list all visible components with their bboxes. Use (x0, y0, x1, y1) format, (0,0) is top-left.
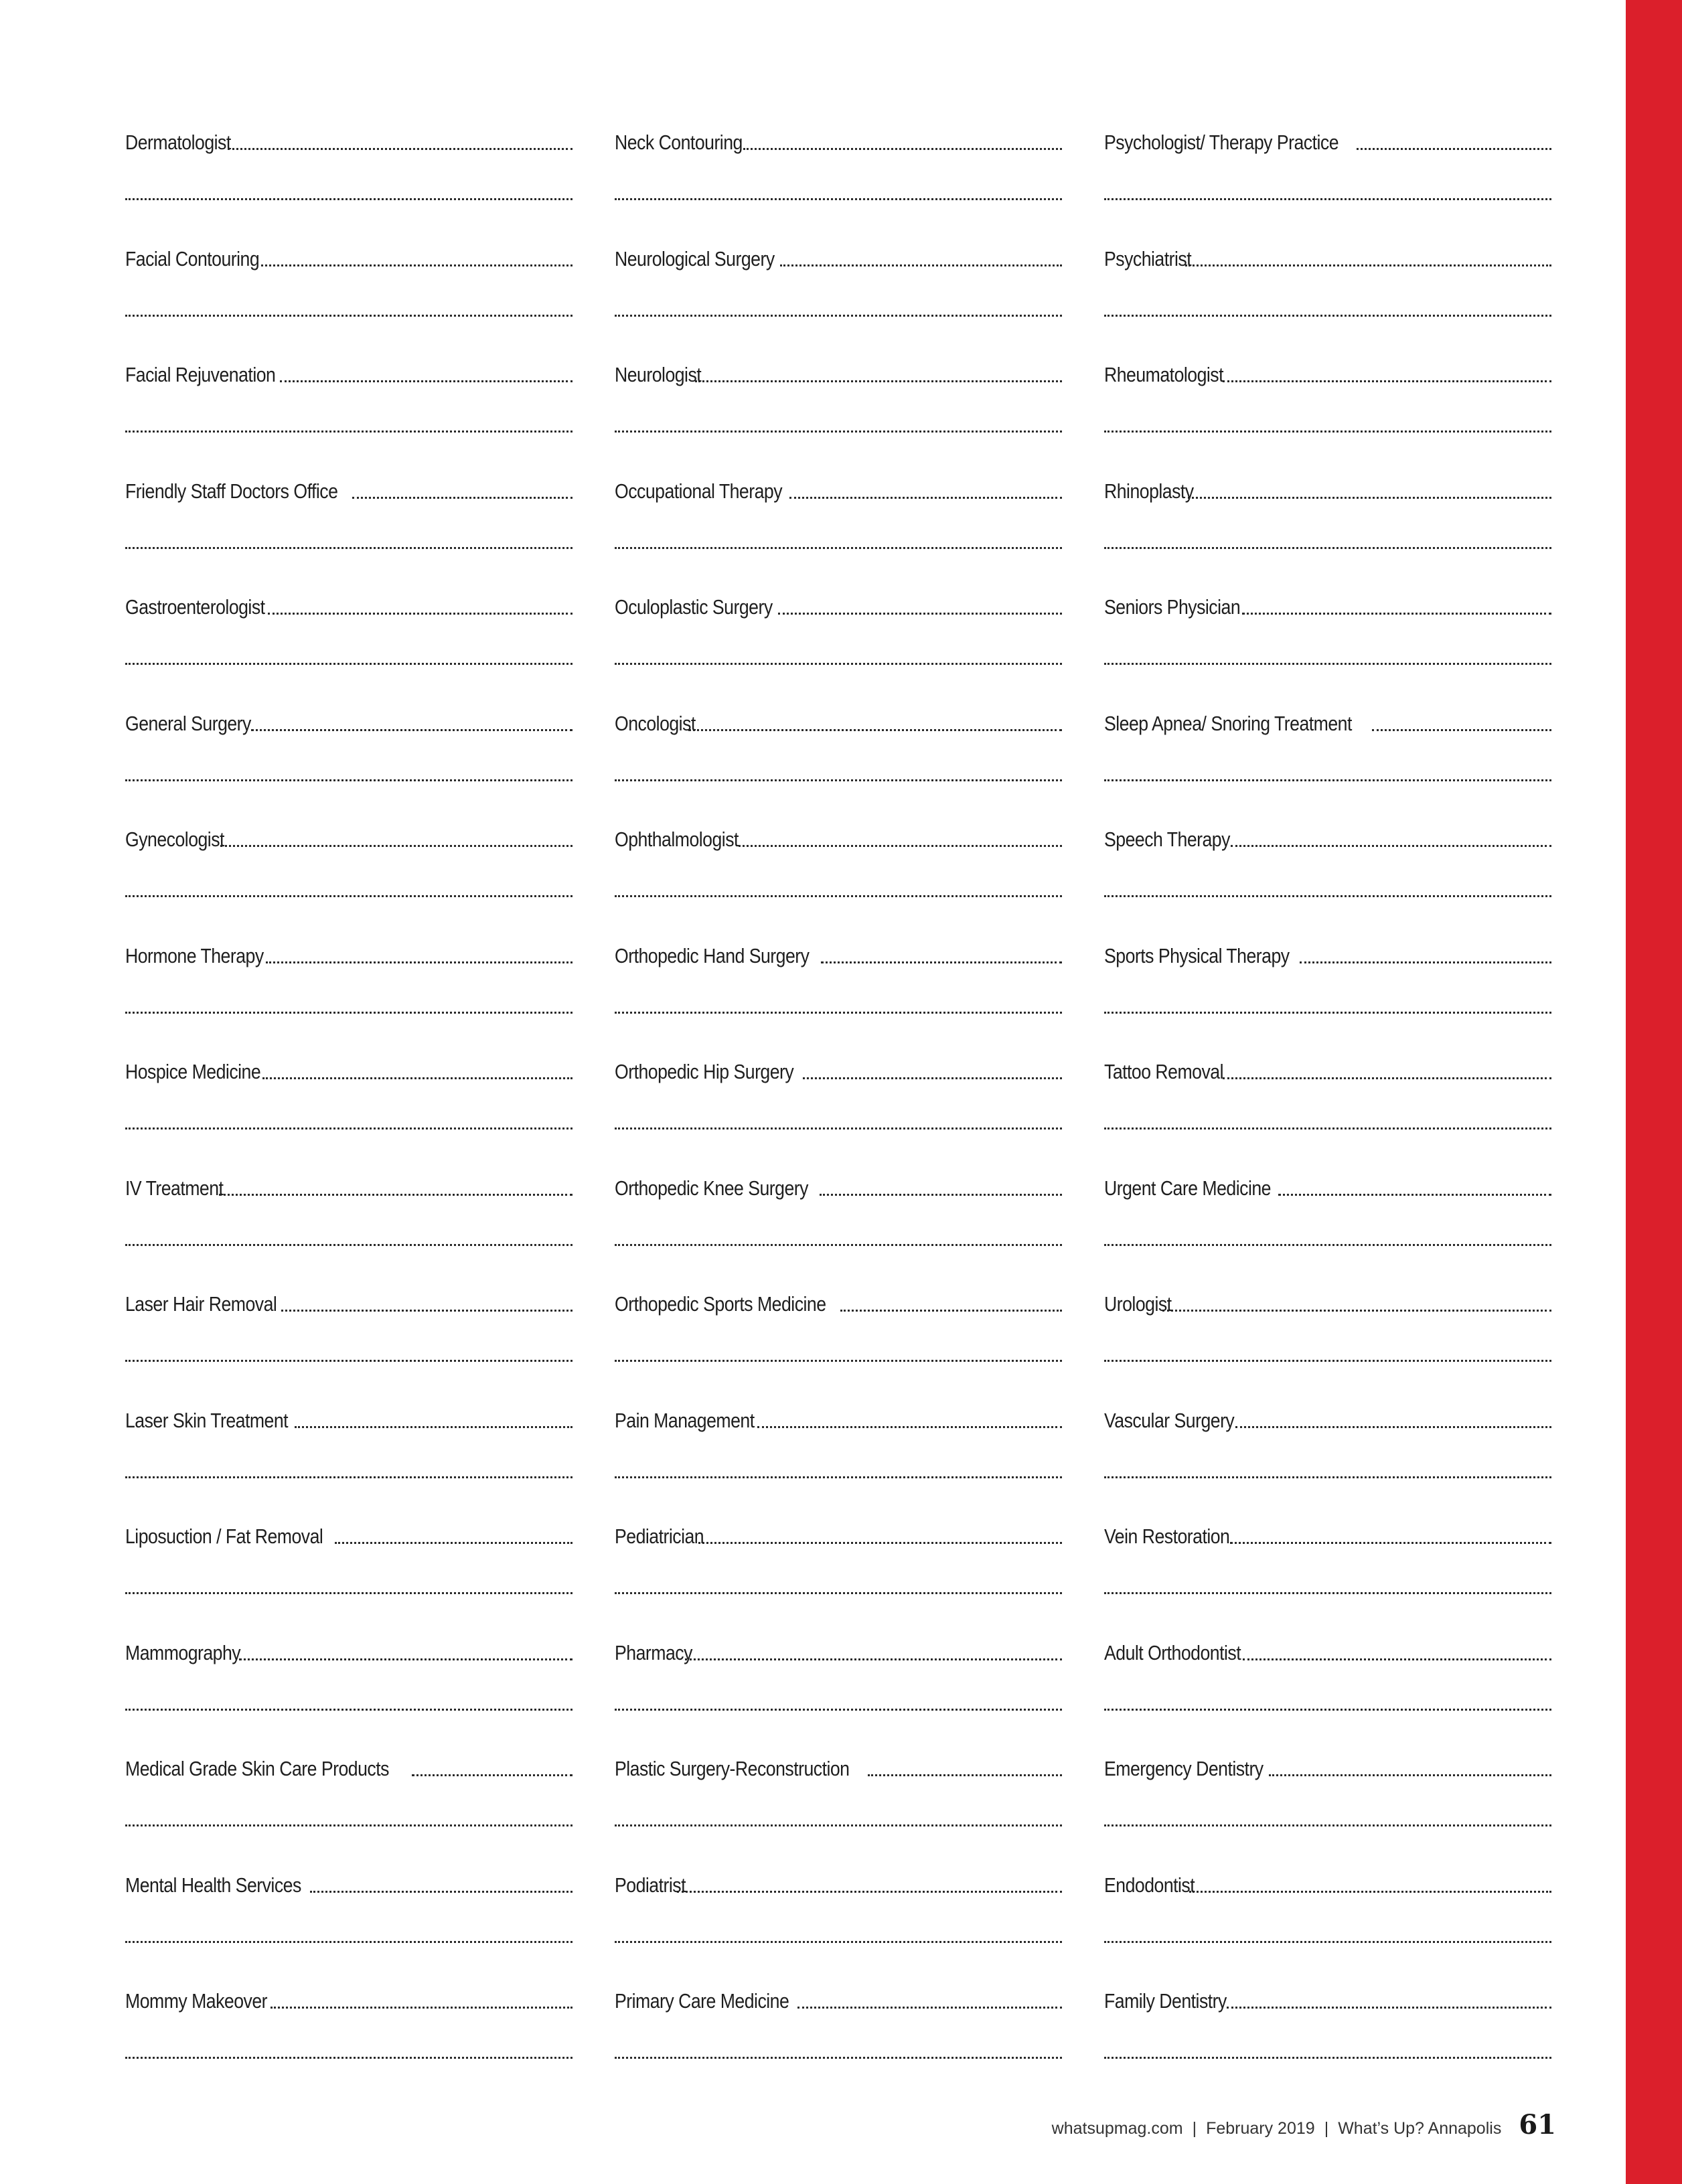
category-line (125, 1397, 572, 1431)
answer-line[interactable] (803, 1077, 1062, 1079)
footer-issue-date: February 2019 (1206, 2119, 1315, 2138)
category-line (125, 1048, 572, 1082)
answer-line[interactable] (271, 2007, 572, 2009)
category-line (1104, 468, 1551, 501)
category-line (615, 1630, 1062, 1663)
answer-line[interactable] (251, 729, 572, 731)
page-number: 61 (1519, 2109, 1556, 2140)
category-label: Facial Rejuvenation (125, 363, 276, 386)
answer-line[interactable] (868, 1774, 1062, 1776)
answer-line-second[interactable] (125, 1012, 572, 1014)
category-line (1104, 584, 1551, 617)
category-label: Rheumatologist (1104, 363, 1224, 386)
category-line (125, 700, 572, 734)
category-label: Psychiatrist (1104, 246, 1192, 270)
category-label: Pharmacy (615, 1640, 692, 1664)
category-line (615, 816, 1062, 850)
answer-line-second[interactable] (615, 1360, 1062, 1362)
answer-line-second[interactable] (125, 431, 572, 433)
category-label: Hormone Therapy (125, 943, 264, 967)
category-label: Friendly Staff Doctors Office (125, 479, 338, 503)
ballot-entry (1104, 352, 1551, 468)
ballot-entry (615, 468, 1062, 584)
ballot-entry (125, 468, 572, 584)
category-line (125, 933, 572, 966)
answer-line-second[interactable] (1104, 1941, 1551, 1943)
answer-line-second[interactable] (1104, 1127, 1551, 1129)
category-line (125, 352, 572, 385)
answer-line-second[interactable] (125, 1476, 572, 1478)
answer-line-second[interactable] (1104, 198, 1551, 200)
answer-line-second[interactable] (615, 779, 1062, 781)
footer-separator: | (1324, 2119, 1329, 2138)
ballot-entry (1104, 468, 1551, 584)
category-label: Rhinoplasty (1104, 479, 1194, 503)
answer-line[interactable] (1189, 1891, 1551, 1893)
answer-line[interactable] (1227, 2007, 1551, 2009)
category-line (615, 1165, 1062, 1198)
ballot-entry (125, 1048, 572, 1165)
answer-line-second[interactable] (125, 1360, 572, 1362)
category-label: Dermatologist (125, 131, 231, 154)
answer-line[interactable] (688, 729, 1062, 731)
category-label: Psychologist/ Therapy Practice (1104, 131, 1339, 154)
ballot-entry (615, 1513, 1062, 1630)
answer-line[interactable] (228, 148, 572, 150)
ballot-entry (125, 1513, 572, 1630)
ballot-entry (1104, 1978, 1551, 2094)
category-line (125, 1745, 572, 1779)
answer-line-second[interactable] (615, 2057, 1062, 2059)
answer-line-second[interactable] (125, 779, 572, 781)
category-label: Urgent Care Medicine (1104, 1176, 1271, 1200)
ballot-entry (615, 1165, 1062, 1281)
answer-line[interactable] (1242, 613, 1551, 615)
category-line (125, 1513, 572, 1547)
answer-line-second[interactable] (125, 663, 572, 665)
ballot-column-3 (1104, 119, 1551, 2094)
category-label: Laser Hair Removal (125, 1292, 277, 1316)
ballot-entry (125, 584, 572, 700)
ballot-entry (125, 236, 572, 352)
ballot-entry (1104, 816, 1551, 933)
answer-line[interactable] (677, 1891, 1062, 1893)
answer-line-second[interactable] (615, 1941, 1062, 1943)
category-line (615, 352, 1062, 385)
answer-line[interactable] (1185, 264, 1551, 266)
answer-line[interactable] (1372, 729, 1551, 731)
answer-line[interactable] (820, 1194, 1062, 1196)
answer-line[interactable] (1278, 1194, 1551, 1196)
category-label: Sports Physical Therapy (1104, 943, 1290, 967)
category-line (125, 1165, 572, 1198)
category-line (125, 468, 572, 501)
answer-line[interactable] (352, 497, 572, 499)
category-line (125, 1630, 572, 1663)
ballot-entry (615, 119, 1062, 236)
category-line (1104, 1165, 1551, 1198)
answer-line-second[interactable] (125, 547, 572, 549)
answer-line[interactable] (262, 1077, 572, 1079)
category-label: Ophthalmologist (615, 828, 739, 851)
ballot-entry (125, 1630, 572, 1746)
ballot-entry (1104, 700, 1551, 817)
answer-line-second[interactable] (1104, 1476, 1551, 1478)
answer-line-second[interactable] (1104, 2057, 1551, 2059)
ballot-entry (615, 1862, 1062, 1978)
category-line (615, 933, 1062, 966)
category-label: Mental Health Services (125, 1873, 301, 1897)
answer-line[interactable] (1235, 1426, 1551, 1428)
category-label: Primary Care Medicine (615, 1989, 789, 2013)
answer-line[interactable] (261, 264, 572, 266)
footer-website: whatsupmag.com (1051, 2119, 1183, 2138)
category-line (615, 236, 1062, 269)
ballot-entry (125, 1745, 572, 1862)
category-label: Podiatrist (615, 1873, 686, 1897)
answer-line-second[interactable] (615, 431, 1062, 433)
category-label: Orthopedic Knee Surgery (615, 1176, 808, 1200)
category-label: Neck Contouring (615, 131, 743, 154)
answer-line-second[interactable] (615, 1824, 1062, 1826)
ballot-entry (1104, 584, 1551, 700)
ballot-entry (1104, 119, 1551, 236)
ballot-entry (615, 584, 1062, 700)
answer-line-second[interactable] (615, 663, 1062, 665)
category-line (1104, 1978, 1551, 2011)
category-label: Vascular Surgery (1104, 1408, 1235, 1432)
answer-line[interactable] (281, 1310, 572, 1312)
category-label: Oncologist (615, 711, 696, 735)
ballot-entry (615, 1048, 1062, 1165)
answer-line[interactable] (1357, 148, 1551, 150)
category-label: Orthopedic Hip Surgery (615, 1060, 794, 1083)
answer-line[interactable] (743, 148, 1062, 150)
ballot-entry (125, 1978, 572, 2094)
ballot-entry (1104, 1630, 1551, 1746)
ballot-entry (125, 352, 572, 468)
category-line (1104, 1630, 1551, 1663)
ballot-entry (1104, 1048, 1551, 1165)
answer-line[interactable] (1230, 1542, 1551, 1544)
category-label: Speech Therapy (1104, 828, 1230, 851)
answer-line-second[interactable] (615, 895, 1062, 897)
category-label: Facial Contouring (125, 246, 260, 270)
ballot-entry (125, 119, 572, 236)
category-label: Urologist (1104, 1292, 1172, 1316)
category-line (1104, 1397, 1551, 1431)
answer-line-second[interactable] (615, 547, 1062, 549)
answer-line-second[interactable] (615, 1709, 1062, 1711)
ballot-entry (125, 1165, 572, 1281)
ballot-entry (1104, 236, 1551, 352)
category-label: Neurological Surgery (615, 246, 775, 270)
ballot-entry (615, 352, 1062, 468)
category-line (1104, 352, 1551, 385)
category-line (615, 1397, 1062, 1431)
answer-line-second[interactable] (615, 1476, 1062, 1478)
answer-line-second[interactable] (125, 1824, 572, 1826)
answer-line-second[interactable] (125, 1941, 572, 1943)
answer-line[interactable] (1231, 845, 1551, 847)
answer-line[interactable] (335, 1542, 572, 1544)
answer-line-second[interactable] (615, 315, 1062, 317)
category-label: Adult Orthodontist (1104, 1640, 1241, 1664)
category-label: Pediatrician (615, 1525, 704, 1548)
category-label: Family Dentistry (1104, 1989, 1227, 2013)
footer-publication: What’s Up? Annapolis (1338, 2119, 1502, 2138)
category-label: Emergency Dentistry (1104, 1757, 1264, 1780)
category-label: Seniors Physician (1104, 595, 1241, 619)
answer-line[interactable] (280, 380, 572, 382)
answer-line-second[interactable] (125, 1592, 572, 1594)
answer-line-second[interactable] (125, 2057, 572, 2059)
ballot-entry (1104, 933, 1551, 1049)
category-label: Endodontist (1104, 1873, 1195, 1897)
category-line (1104, 236, 1551, 269)
answer-line-second[interactable] (615, 1244, 1062, 1246)
category-line (615, 1745, 1062, 1779)
category-label: Gynecologist (125, 828, 224, 851)
category-label: Gastroenterologist (125, 595, 265, 619)
answer-line-second[interactable] (615, 198, 1062, 200)
category-line (615, 468, 1062, 501)
category-label: Medical Grade Skin Care Products (125, 1757, 389, 1780)
answer-line[interactable] (220, 845, 572, 847)
category-line (615, 1048, 1062, 1082)
answer-line-second[interactable] (1104, 1360, 1551, 1362)
ballot-entry (125, 933, 572, 1049)
red-side-bar (1626, 0, 1682, 2184)
ballot-entry (615, 236, 1062, 352)
ballot-entry (1104, 1281, 1551, 1397)
category-label: IV Treatment (125, 1176, 224, 1200)
answer-line[interactable] (266, 961, 572, 963)
answer-line-second[interactable] (125, 1127, 572, 1129)
answer-line[interactable] (268, 613, 573, 615)
ballot-column-2 (615, 119, 1062, 2094)
category-label: Plastic Surgery-Reconstruction (615, 1757, 850, 1780)
category-line (615, 584, 1062, 617)
answer-line-second[interactable] (615, 1127, 1062, 1129)
answer-line-second[interactable] (1104, 1824, 1551, 1826)
ballot-entry (615, 1630, 1062, 1746)
category-label: Neurologist (615, 363, 702, 386)
ballot-entry (125, 700, 572, 817)
page-footer (1052, 2109, 1556, 2140)
category-line (125, 1281, 572, 1314)
answer-line-second[interactable] (125, 315, 572, 317)
ballot-entry (615, 1281, 1062, 1397)
ballot-entry (1104, 1862, 1551, 1978)
answer-line-second[interactable] (1104, 1244, 1551, 1246)
category-label: Oculoplastic Surgery (615, 595, 773, 619)
answer-line[interactable] (310, 1891, 572, 1893)
category-line (125, 236, 572, 269)
category-line (1104, 816, 1551, 850)
category-line (615, 700, 1062, 734)
category-label: Occupational Therapy (615, 479, 783, 503)
ballot-entry (125, 1862, 572, 1978)
category-label: Liposuction / Fat Removal (125, 1525, 323, 1548)
answer-line[interactable] (780, 264, 1062, 266)
category-line (615, 1978, 1062, 2011)
category-line (125, 1978, 572, 2011)
ballot-column-1 (125, 119, 572, 2094)
category-line (1104, 1862, 1551, 1895)
answer-line-second[interactable] (125, 895, 572, 897)
answer-line-second[interactable] (1104, 1012, 1551, 1014)
answer-line[interactable] (239, 1658, 572, 1660)
ballot-entry (615, 816, 1062, 933)
category-line (1104, 1281, 1551, 1314)
answer-line-second[interactable] (1104, 779, 1551, 781)
ballot-entry (1104, 1165, 1551, 1281)
answer-line[interactable] (698, 1542, 1062, 1544)
answer-line-second[interactable] (1104, 315, 1551, 317)
answer-line[interactable] (1223, 1077, 1551, 1079)
answer-line[interactable] (840, 1310, 1062, 1312)
answer-line[interactable] (1300, 961, 1551, 963)
answer-line-second[interactable] (125, 1244, 572, 1246)
category-line (615, 1513, 1062, 1547)
ballot-entry (615, 933, 1062, 1049)
category-label: Orthopedic Hand Surgery (615, 943, 810, 967)
category-line (1104, 933, 1551, 966)
category-label: General Surgery (125, 711, 251, 735)
answer-line[interactable] (757, 1426, 1062, 1428)
answer-line[interactable] (219, 1194, 572, 1196)
answer-line[interactable] (695, 380, 1062, 382)
answer-line-second[interactable] (615, 1012, 1062, 1014)
answer-line[interactable] (295, 1426, 572, 1428)
answer-line-second[interactable] (1104, 663, 1551, 665)
category-line (1104, 1513, 1551, 1547)
category-line (615, 1862, 1062, 1895)
answer-line-second[interactable] (615, 1592, 1062, 1594)
category-line (125, 816, 572, 850)
category-label: Laser Skin Treatment (125, 1408, 289, 1432)
answer-line[interactable] (1162, 1310, 1551, 1312)
answer-line[interactable] (685, 1658, 1062, 1660)
category-line (125, 584, 572, 617)
footer-separator: | (1192, 2119, 1197, 2138)
ballot-entry (615, 700, 1062, 817)
answer-line-second[interactable] (1104, 431, 1551, 433)
category-label: Hospice Medicine (125, 1060, 261, 1083)
answer-line[interactable] (778, 613, 1062, 615)
category-line (1104, 119, 1551, 153)
category-label: Tattoo Removal (1104, 1060, 1224, 1083)
answer-line-second[interactable] (1104, 547, 1551, 549)
ballot-entry (1104, 1397, 1551, 1514)
ballot-entry (125, 1281, 572, 1397)
ballot-entry (125, 1397, 572, 1514)
category-line (125, 1862, 572, 1895)
answer-line[interactable] (797, 2007, 1062, 2009)
category-line (615, 1281, 1062, 1314)
answer-line[interactable] (739, 845, 1062, 847)
ballot-entry (615, 1745, 1062, 1862)
answer-line[interactable] (789, 497, 1062, 499)
category-label: Sleep Apnea/ Snoring Treatment (1104, 711, 1352, 735)
category-label: Mommy Makeover (125, 1989, 268, 2013)
category-label: Mammography (125, 1640, 241, 1664)
ballot-entry (1104, 1513, 1551, 1630)
ballot-entry (1104, 1745, 1551, 1862)
category-line (1104, 700, 1551, 734)
category-line (1104, 1745, 1551, 1779)
answer-line[interactable] (1223, 380, 1551, 382)
answer-line[interactable] (1243, 1658, 1551, 1660)
ballot-entry (615, 1978, 1062, 2094)
answer-line[interactable] (1269, 1774, 1551, 1776)
category-line (125, 119, 572, 153)
answer-line-second[interactable] (125, 1709, 572, 1711)
category-label: Vein Restoration (1104, 1525, 1230, 1548)
answer-line[interactable] (821, 961, 1062, 963)
answer-line-second[interactable] (1104, 1709, 1551, 1711)
answer-line-second[interactable] (1104, 1592, 1551, 1594)
category-line (1104, 1048, 1551, 1082)
category-label: Orthopedic Sports Medicine (615, 1292, 826, 1316)
answer-line-second[interactable] (1104, 895, 1551, 897)
category-line (615, 119, 1062, 153)
category-label: Pain Management (615, 1408, 755, 1432)
answer-line-second[interactable] (125, 198, 572, 200)
answer-line[interactable] (1188, 497, 1551, 499)
ballot-entry (125, 816, 572, 933)
ballot-entry (615, 1397, 1062, 1514)
answer-line[interactable] (412, 1774, 572, 1776)
